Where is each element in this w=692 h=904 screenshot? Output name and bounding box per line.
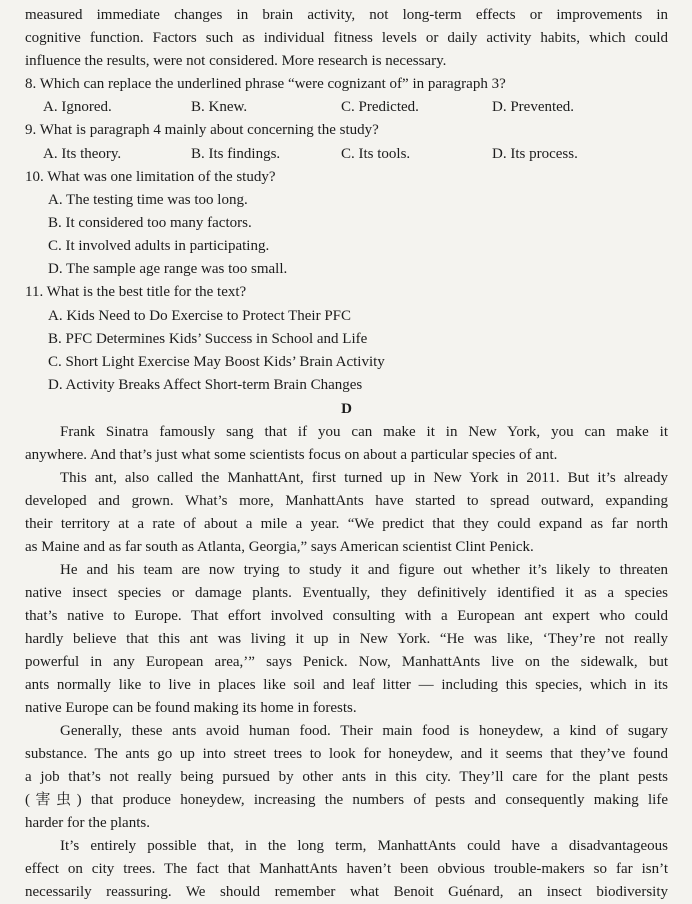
- option-c[interactable]: C. Short Light Exercise May Boost Kids’ Brain Activity: [48, 353, 385, 370]
- passage-line: Generally, these ants avoid human food. Their main food is honeydew, a kind of sugary: [60, 722, 668, 739]
- passage-line: He and his team are now trying to study it and figure out whether it’s likely to threaten: [60, 561, 668, 578]
- passage-line: their territory at a rate of about a mile a year. “We predict that they could expand as far north: [25, 515, 668, 532]
- option-b[interactable]: B. Knew.: [191, 99, 248, 116]
- question-11: [25, 281, 668, 396]
- option-row: [25, 96, 668, 119]
- option-b[interactable]: B. PFC Determines Kids’ Success in School and Life: [48, 330, 368, 347]
- passage-line: that’s native to Europe. That effort involved consulting with a European ant expert who could: [25, 607, 668, 624]
- option-c[interactable]: C. Its tools.: [341, 145, 411, 162]
- option-a[interactable]: A. The testing time was too long.: [48, 192, 248, 209]
- option-b[interactable]: B. It considered too many factors.: [48, 215, 252, 232]
- option-d[interactable]: D. The sample age range was too small.: [48, 261, 288, 278]
- passage-paragraph: [25, 835, 668, 904]
- passage-paragraph: [25, 559, 668, 720]
- passage-paragraph: [25, 720, 668, 835]
- passage-line: Frank Sinatra famously sang that if you can make it in New York, you can make it: [60, 423, 668, 440]
- passage-line: hardly believe that this ant was living it up in New York. “He was like, ‘They’re not really: [25, 630, 668, 647]
- option-row: [25, 143, 668, 166]
- passage-line: It’s entirely possible that, in the long term, ManhattAnts could have a disadvantageous: [60, 837, 668, 854]
- passage-line: native Europe can be found making its home in forests.: [25, 699, 357, 716]
- question-8: [25, 73, 668, 119]
- passage-paragraph: [25, 421, 668, 467]
- option-c[interactable]: C. Predicted.: [341, 99, 419, 116]
- option-a[interactable]: A. Its theory.: [43, 145, 122, 162]
- passage-line: native insect species or damage plants. Eventually, they definitively identified it as a species: [25, 584, 668, 601]
- option-d[interactable]: D. Activity Breaks Affect Short-term Brain Changes: [48, 376, 363, 393]
- passage-line: anywhere. And that’s just what some scientists focus on about a particular species of ant.: [25, 446, 558, 463]
- question-stem: 11. What is the best title for the text?: [25, 284, 247, 301]
- intro-line: influence the results, were not considered. More research is necessary.: [25, 53, 447, 69]
- option-d[interactable]: D. Prevented.: [492, 99, 575, 116]
- option-c[interactable]: C. It involved adults in participating.: [48, 238, 270, 255]
- passage-line: ants normally like to live in places like soil and leaf litter — including this species, which in its: [25, 676, 668, 693]
- question-9: [25, 119, 668, 165]
- question-stem: 9. What is paragraph 4 mainly about concerning the study?: [25, 122, 379, 139]
- option-a[interactable]: A. Kids Need to Do Exercise to Protect Their PFC: [48, 307, 352, 324]
- intro-line: measured immediate changes in brain activity, not long-term effects or improvements in: [25, 7, 668, 23]
- option-b[interactable]: B. Its findings.: [191, 145, 281, 162]
- passage-line: necessarily reassuring. We should remember what Benoit Guénard, an insect biodiversity: [25, 883, 668, 900]
- passage: [25, 421, 668, 904]
- question-stem: 8. Which can replace the underlined phrase “were cognizant of” in paragraph 3?: [25, 76, 506, 92]
- passage-line: a job that’s not really being pursued by other ants in this city. They’ll care for the plant pests: [25, 768, 668, 785]
- passage-line: substance. The ants go up into street trees to look for honeydew, and it seems that they’ve found: [25, 745, 668, 762]
- passage-line: developed and grown. What’s more, ManhattAnts have started to spread outward, expanding: [25, 492, 668, 509]
- question-stem: 10. What was one limitation of the study?: [25, 168, 276, 185]
- question-10: [25, 166, 668, 281]
- passage-line: powerful in any European area,’” says Penick. Now, ManhattAnts live on the sidewalk, but: [25, 653, 668, 670]
- passage-paragraph: [25, 467, 668, 559]
- option-d[interactable]: D. Its process.: [492, 145, 578, 162]
- passage-line: This ant, also called the ManhattAnt, first turned up in New York in 2011. But it’s already: [60, 469, 668, 486]
- passage-line: harder for the plants.: [25, 814, 150, 831]
- option-a[interactable]: A. Ignored.: [43, 99, 112, 116]
- passage-line: (害虫) that produce honeydew, increasing the numbers of pests and consequently making life: [25, 791, 668, 808]
- passage-line: as Maine and as far south as Atlanta, Georgia,” says American scientist Clint Penick.: [25, 538, 534, 555]
- intro-block: [25, 4, 668, 73]
- intro-line: cognitive function. Factors such as individual fitness levels or daily activity habits, which could: [25, 30, 668, 46]
- passage-line: effect on city trees. The fact that ManhattAnts haven’t been obvious trouble-makers so far isn’t: [25, 860, 668, 877]
- section-label: D: [341, 400, 352, 417]
